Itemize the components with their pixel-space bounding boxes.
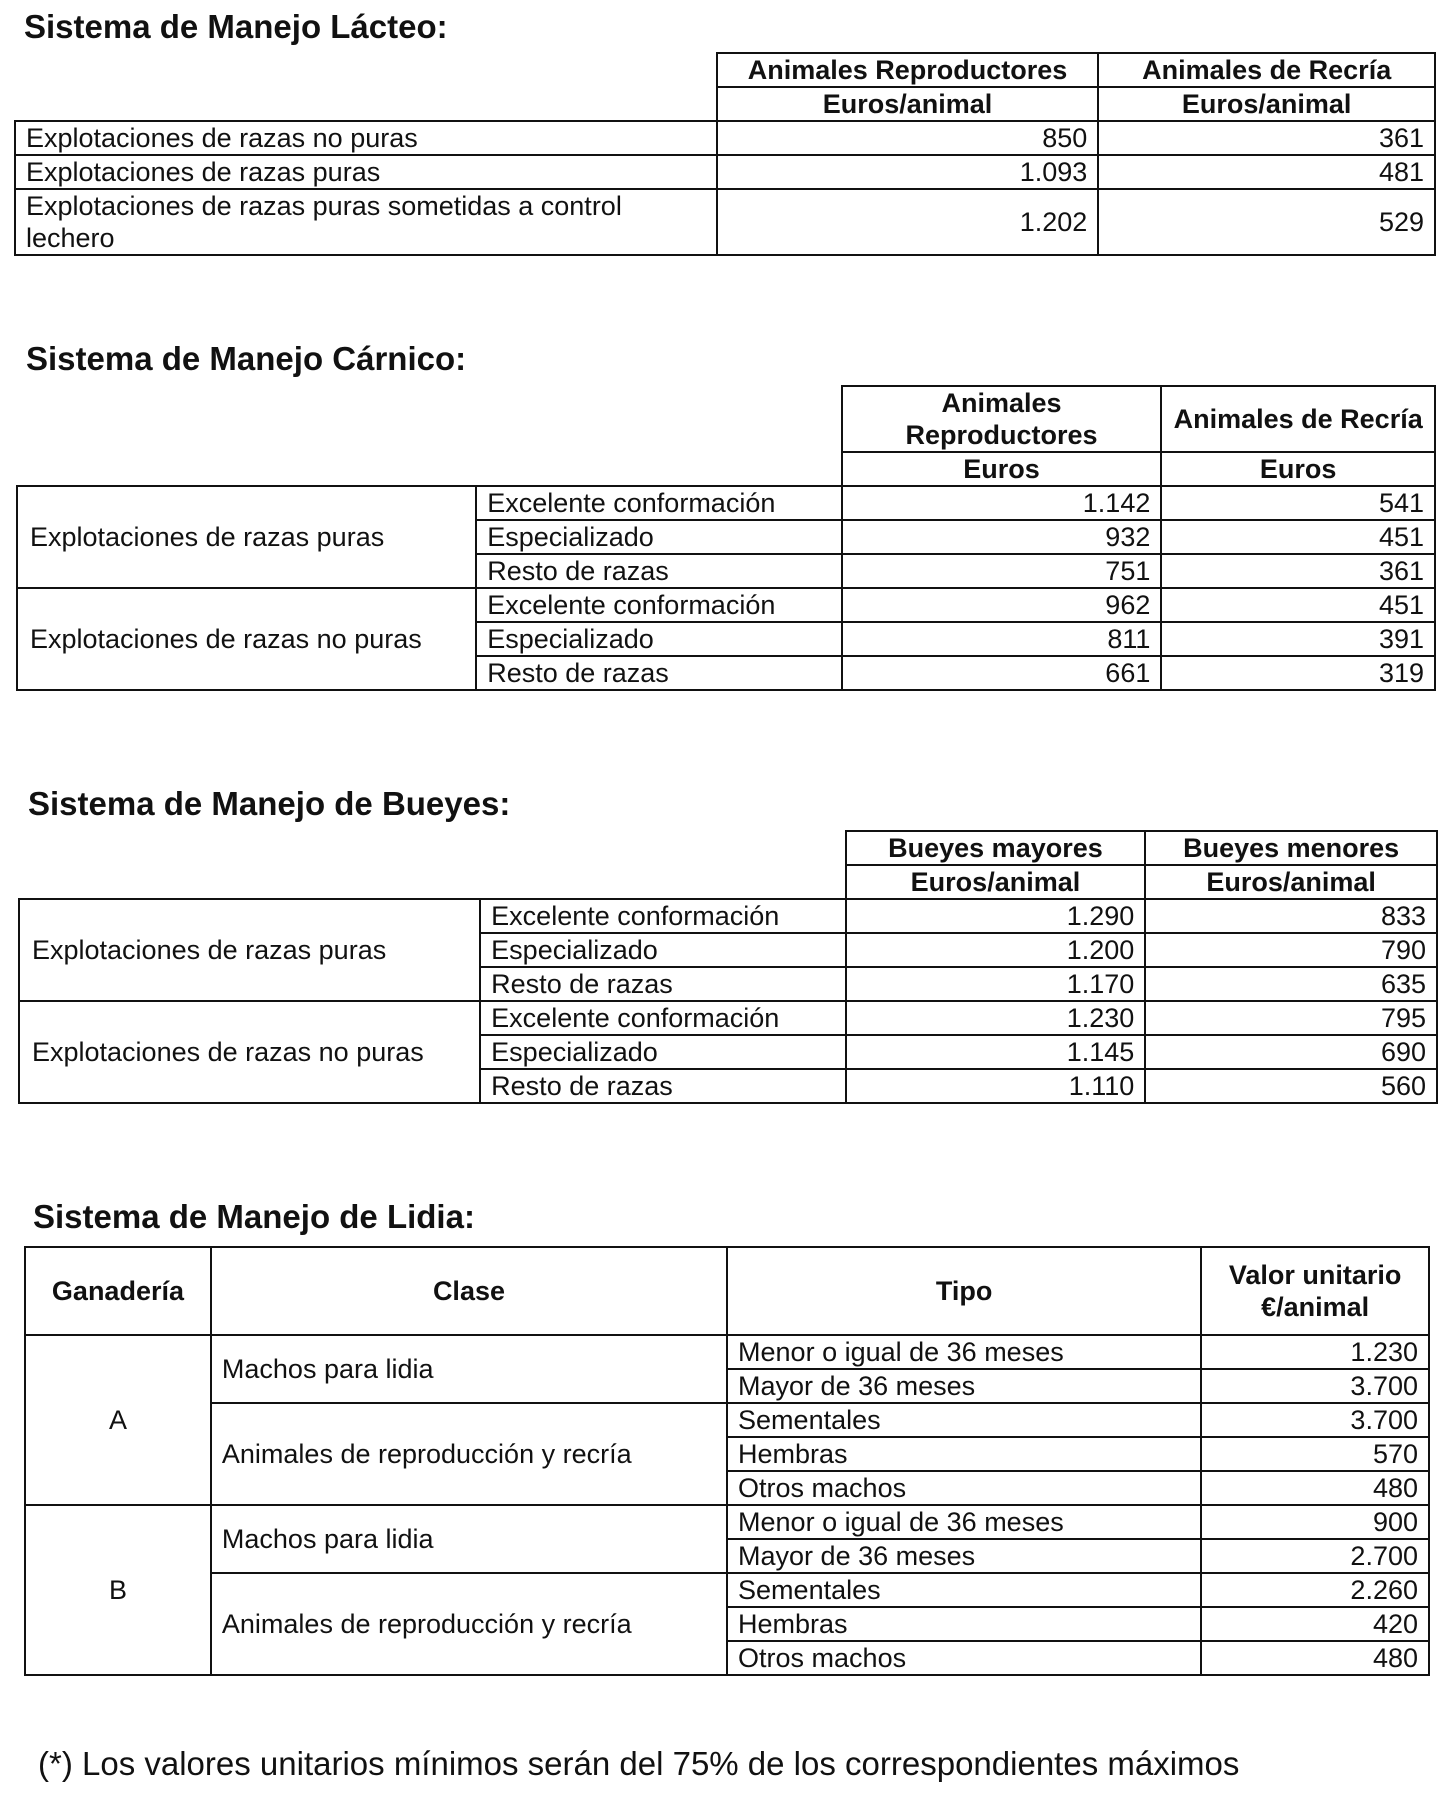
sub-label: Resto de razas xyxy=(476,554,841,588)
table-row xyxy=(25,1573,1429,1607)
tipo-label: Menor o igual de 36 meses xyxy=(727,1505,1201,1539)
sub-label: Excelente conformación xyxy=(480,1001,845,1035)
unit-header: Euros/animal xyxy=(717,87,1099,121)
value-cell: 451 xyxy=(1161,520,1435,554)
table-header-row xyxy=(17,386,1435,452)
value-cell: 833 xyxy=(1145,899,1437,933)
value-cell: 2.260 xyxy=(1201,1573,1429,1607)
col-header: Animales de Recría xyxy=(1098,53,1435,87)
table-unit-row xyxy=(17,452,1435,486)
sub-label: Especializado xyxy=(480,1035,845,1069)
lidia-title: Sistema de Manejo de Lidia: xyxy=(33,1198,475,1235)
value-cell: 790 xyxy=(1145,933,1437,967)
value-cell: 811 xyxy=(842,622,1162,656)
value-cell: 690 xyxy=(1145,1035,1437,1069)
value-cell: 962 xyxy=(842,588,1162,622)
group-label: Explotaciones de razas no puras xyxy=(17,588,476,690)
sub-label: Especializado xyxy=(476,622,841,656)
value-cell: 451 xyxy=(1161,588,1435,622)
bueyes-title: Sistema de Manejo de Bueyes: xyxy=(28,785,511,822)
value-cell: 900 xyxy=(1201,1505,1429,1539)
table-row xyxy=(15,155,1435,189)
table-unit-row xyxy=(15,87,1435,121)
value-cell: 795 xyxy=(1145,1001,1437,1035)
value-cell: 3.700 xyxy=(1201,1369,1429,1403)
ganaderia-label: A xyxy=(25,1335,211,1505)
table-row xyxy=(15,121,1435,155)
value-cell: 570 xyxy=(1201,1437,1429,1471)
tipo-label: Mayor de 36 meses xyxy=(727,1369,1201,1403)
sub-label: Excelente conformación xyxy=(476,588,841,622)
value-cell: 361 xyxy=(1161,554,1435,588)
value-cell: 1.110 xyxy=(846,1069,1146,1103)
table-row xyxy=(15,189,1435,255)
carnico-title: Sistema de Manejo Cárnico: xyxy=(26,340,467,377)
col-header: Bueyes menores xyxy=(1145,831,1437,865)
col-header: Ganadería xyxy=(25,1247,211,1335)
unit-header: Euros/animal xyxy=(846,865,1146,899)
value-cell: 1.145 xyxy=(846,1035,1146,1069)
value-cell: 529 xyxy=(1098,189,1435,255)
value-cell: 661 xyxy=(842,656,1162,690)
value-cell: 850 xyxy=(717,121,1099,155)
value-cell: 2.700 xyxy=(1201,1539,1429,1573)
col-header: Valor unitario €/animal xyxy=(1201,1247,1429,1335)
col-header: Animales Reproductores xyxy=(717,53,1099,87)
row-label: Explotaciones de razas puras sometidas a control lechero xyxy=(15,189,717,255)
value-cell: 391 xyxy=(1161,622,1435,656)
table-row xyxy=(25,1335,1429,1369)
sub-label: Resto de razas xyxy=(480,967,845,1001)
tipo-label: Otros machos xyxy=(727,1471,1201,1505)
table-row xyxy=(25,1403,1429,1437)
value-cell: 361 xyxy=(1098,121,1435,155)
clase-label: Machos para lidia xyxy=(211,1505,727,1573)
table-header-row xyxy=(19,831,1437,865)
table-row xyxy=(25,1505,1429,1539)
clase-label: Animales de reproducción y recría xyxy=(211,1403,727,1505)
col-header: Animales de Recría xyxy=(1161,386,1435,452)
value-cell: 1.093 xyxy=(717,155,1099,189)
bueyes-table xyxy=(18,830,1438,1104)
value-cell: 319 xyxy=(1161,656,1435,690)
value-cell: 1.290 xyxy=(846,899,1146,933)
sub-label: Especializado xyxy=(476,520,841,554)
clase-label: Animales de reproducción y recría xyxy=(211,1573,727,1675)
value-cell: 420 xyxy=(1201,1607,1429,1641)
table-header-row xyxy=(25,1247,1429,1335)
row-label: Explotaciones de razas puras xyxy=(15,155,717,189)
tipo-label: Sementales xyxy=(727,1403,1201,1437)
value-cell: 635 xyxy=(1145,967,1437,1001)
table-unit-row xyxy=(19,865,1437,899)
tipo-label: Hembras xyxy=(727,1607,1201,1641)
value-cell: 560 xyxy=(1145,1069,1437,1103)
clase-label: Machos para lidia xyxy=(211,1335,727,1403)
table-row xyxy=(19,1001,1437,1035)
group-label: Explotaciones de razas no puras xyxy=(19,1001,480,1103)
row-label: Explotaciones de razas no puras xyxy=(15,121,717,155)
value-cell: 1.170 xyxy=(846,967,1146,1001)
table-header-row xyxy=(15,53,1435,87)
value-cell: 541 xyxy=(1161,486,1435,520)
unit-header: Euros/animal xyxy=(1098,87,1435,121)
sub-label: Resto de razas xyxy=(480,1069,845,1103)
footnote: (*) Los valores unitarios mínimos serán del 75% de los correspondientes máximos xyxy=(38,1745,1240,1782)
tipo-label: Hembras xyxy=(727,1437,1201,1471)
table-row xyxy=(17,486,1435,520)
value-cell: 481 xyxy=(1098,155,1435,189)
group-label: Explotaciones de razas puras xyxy=(19,899,480,1001)
table-row xyxy=(19,899,1437,933)
tipo-label: Sementales xyxy=(727,1573,1201,1607)
group-label: Explotaciones de razas puras xyxy=(17,486,476,588)
lidia-table xyxy=(24,1246,1430,1676)
unit-header: Euros/animal xyxy=(1145,865,1437,899)
value-cell: 751 xyxy=(842,554,1162,588)
value-cell: 1.230 xyxy=(1201,1335,1429,1369)
sub-label: Especializado xyxy=(480,933,845,967)
ganaderia-label: B xyxy=(25,1505,211,1675)
unit-header: Euros xyxy=(1161,452,1435,486)
value-cell: 480 xyxy=(1201,1641,1429,1675)
col-header: Bueyes mayores xyxy=(846,831,1146,865)
value-cell: 1.230 xyxy=(846,1001,1146,1035)
col-header: Clase xyxy=(211,1247,727,1335)
value-cell: 480 xyxy=(1201,1471,1429,1505)
tipo-label: Otros machos xyxy=(727,1641,1201,1675)
carnico-table xyxy=(16,385,1436,691)
value-cell: 1.142 xyxy=(842,486,1162,520)
sub-label: Excelente conformación xyxy=(476,486,841,520)
table-row xyxy=(17,588,1435,622)
value-cell: 932 xyxy=(842,520,1162,554)
tipo-label: Mayor de 36 meses xyxy=(727,1539,1201,1573)
unit-header: Euros xyxy=(842,452,1162,486)
value-cell: 3.700 xyxy=(1201,1403,1429,1437)
lacteo-table xyxy=(14,52,1436,256)
col-header: Tipo xyxy=(727,1247,1201,1335)
sub-label: Resto de razas xyxy=(476,656,841,690)
col-header: Animales Reproductores xyxy=(842,386,1162,452)
value-cell: 1.200 xyxy=(846,933,1146,967)
sub-label: Excelente conformación xyxy=(480,899,845,933)
tipo-label: Menor o igual de 36 meses xyxy=(727,1335,1201,1369)
value-cell: 1.202 xyxy=(717,189,1099,255)
lacteo-title: Sistema de Manejo Lácteo: xyxy=(24,8,448,45)
